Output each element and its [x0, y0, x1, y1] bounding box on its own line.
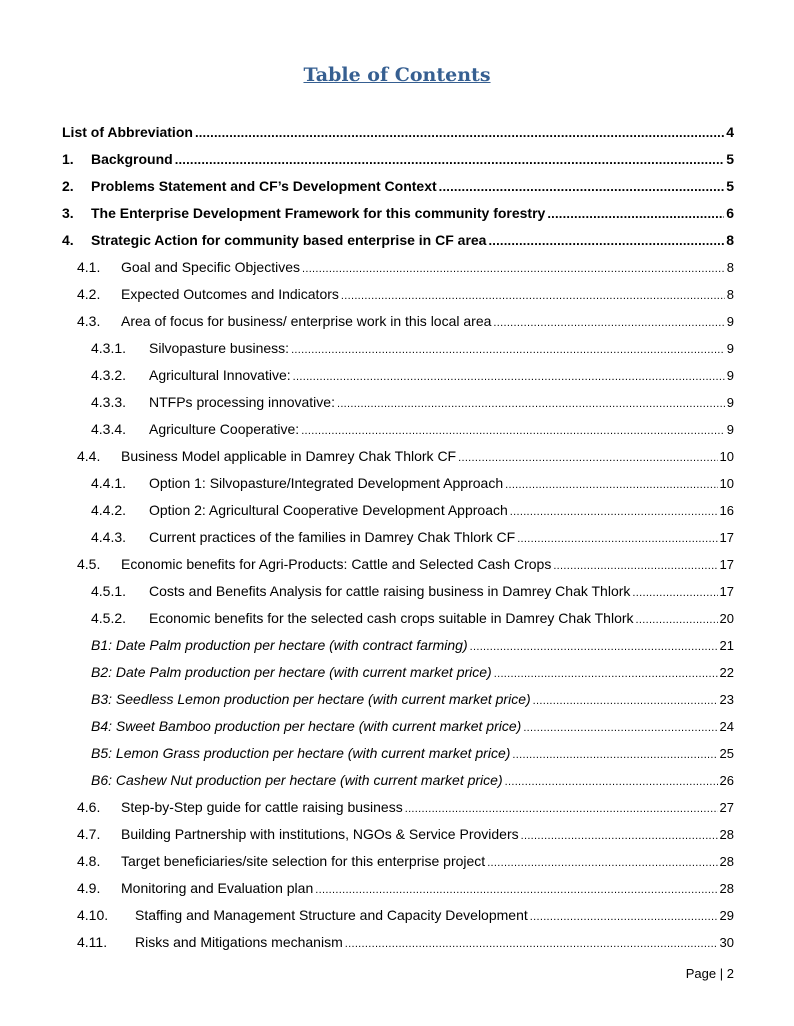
toc-dot-leader — [505, 769, 718, 796]
toc-entry-title: B2: Date Palm production per hectare (with current market price) — [91, 664, 492, 680]
toc-entry-page-number: 9 — [726, 314, 734, 329]
toc-entry[interactable] — [77, 443, 734, 470]
toc-entry-number: 4.4.2. — [91, 502, 127, 518]
toc-dot-leader — [533, 688, 718, 715]
toc-entry[interactable] — [91, 416, 734, 443]
toc-dot-leader — [547, 200, 724, 227]
toc-entry-number: 4.4.3. — [91, 529, 127, 545]
toc-entry-page-number: 9 — [726, 341, 734, 356]
toc-entry-title: Building Partnership with institutions, NGOs & Service Providers — [121, 826, 519, 842]
toc-entry-number: 4.11. — [77, 934, 108, 950]
footer-page-number: 2 — [726, 966, 734, 981]
toc-entry-title: The Enterprise Development Framework for this community forestry — [91, 205, 546, 221]
toc-dot-leader — [341, 283, 725, 310]
toc-entry-title: Current practices of the families in Damrey Chak Thlork CF — [149, 529, 516, 545]
toc-entry[interactable] — [62, 200, 734, 227]
toc-entry-page-number: 28 — [719, 827, 734, 842]
toc-entry-page-number: 24 — [719, 719, 734, 734]
toc-entry-number: 4.3.1. — [91, 340, 127, 356]
toc-entry-number: 4.4.1. — [91, 475, 127, 491]
toc-entry-title: Economic benefits for the selected cash crops suitable in Damrey Chak Thlork — [149, 610, 634, 626]
toc-dot-leader — [512, 742, 717, 769]
toc-entry-title: B4: Sweet Bamboo production per hectare (with current market price) — [91, 718, 522, 734]
toc-entry-title: Target beneficiaries/site selection for this enterprise project — [121, 853, 486, 869]
toc-entry-page-number: 4 — [726, 124, 734, 140]
toc-entry-page-number: 22 — [719, 665, 734, 680]
toc-entry[interactable] — [77, 929, 734, 956]
toc-entry-number: 4.8. — [77, 853, 101, 869]
footer-label: Page — [685, 966, 717, 981]
toc-entry[interactable] — [77, 254, 734, 281]
toc-dot-leader — [521, 823, 718, 850]
toc-dot-leader — [517, 526, 717, 553]
toc-dot-leader — [494, 661, 718, 688]
toc-entry-page-number: 28 — [719, 854, 734, 869]
toc-entry-page-number: 16 — [719, 503, 734, 518]
toc-entry-number: 4.3.2. — [91, 367, 127, 383]
toc-entry-page-number: 27 — [719, 800, 734, 815]
toc-dot-leader — [345, 931, 718, 958]
toc-entry-number: 4.3.4. — [91, 421, 127, 437]
toc-dot-leader — [291, 337, 725, 364]
toc-entry-number: 4.5. — [77, 556, 101, 572]
toc-entry-number: 4.3. — [77, 313, 101, 329]
toc-entry-page-number: 25 — [719, 746, 734, 761]
toc-entry[interactable] — [91, 335, 734, 362]
toc-entry-title: Agricultural Innovative: — [149, 367, 291, 383]
toc-entry-title: Staffing and Management Structure and Capacity Development — [135, 907, 528, 923]
toc-entry-page-number: 17 — [719, 584, 734, 599]
page-footer — [686, 966, 734, 981]
toc-entry-title: Agriculture Cooperative: — [149, 421, 300, 437]
toc-entry-number: 4.10. — [77, 907, 109, 923]
toc-dot-leader — [439, 173, 725, 200]
toc-entry-page-number: 10 — [719, 476, 734, 491]
toc-entry[interactable] — [62, 227, 734, 254]
toc-entry-number: 4.2. — [77, 286, 101, 302]
toc-entry[interactable] — [91, 686, 734, 713]
toc-dot-leader — [458, 445, 717, 472]
toc-dot-leader — [636, 607, 718, 634]
toc-entry-number: 1. — [62, 151, 74, 167]
toc-entry-title: Option 1: Silvopasture/Integrated Development Approach — [149, 475, 504, 491]
toc-dot-leader — [488, 227, 724, 254]
toc-entry-page-number: 8 — [726, 232, 734, 248]
toc-dot-leader — [510, 499, 718, 526]
toc-entry[interactable] — [77, 308, 734, 335]
toc-entry[interactable] — [91, 578, 734, 605]
toc-entry[interactable] — [91, 740, 734, 767]
toc-entry-page-number: 9 — [726, 368, 734, 383]
toc-entry[interactable] — [77, 281, 734, 308]
toc-dot-leader — [315, 877, 717, 904]
toc-entry-page-number: 20 — [719, 611, 734, 626]
toc-entry[interactable] — [91, 470, 734, 497]
toc-entry[interactable] — [91, 659, 734, 686]
toc-entry[interactable] — [77, 875, 734, 902]
toc-entry-page-number: 30 — [719, 935, 734, 950]
toc-title: Table of Contents — [303, 64, 491, 86]
toc-entry-title: B5: Lemon Grass production per hectare (with current market price) — [91, 745, 511, 761]
toc-entry[interactable] — [91, 497, 734, 524]
toc-entry[interactable] — [62, 173, 734, 200]
toc-entry-title: Strategic Action for community based enterprise in CF area — [91, 232, 487, 248]
toc-entry[interactable] — [62, 146, 734, 173]
toc-entry-number: 4.1. — [77, 259, 101, 275]
toc-entry-page-number: 23 — [719, 692, 734, 707]
toc-entry-page-number: 6 — [726, 205, 734, 221]
toc-dot-leader — [553, 553, 717, 580]
toc-entry[interactable] — [77, 794, 734, 821]
toc-entry-page-number: 26 — [719, 773, 734, 788]
toc-entry[interactable] — [91, 605, 734, 632]
toc-dot-leader — [632, 580, 717, 607]
toc-entry-title: Silvopasture business: — [149, 340, 290, 356]
toc-entry-title: Goal and Specific Objectives — [121, 259, 300, 275]
toc-dot-leader — [301, 418, 725, 445]
toc-entry-number: 4.7. — [77, 826, 101, 842]
toc-entry[interactable] — [91, 362, 734, 389]
toc-entry-title: Option 2: Agricultural Cooperative Development Approach — [149, 502, 508, 518]
toc-dot-leader — [293, 364, 725, 391]
toc-entry-number: 4. — [62, 232, 74, 248]
toc-entry-title: Step-by-Step guide for cattle raising business — [121, 799, 403, 815]
toc-entry-title: Risks and Mitigations mechanism — [135, 934, 343, 950]
toc-entry[interactable] — [77, 551, 734, 578]
toc-dot-leader — [175, 146, 725, 173]
toc-entry-page-number: 8 — [726, 287, 734, 302]
toc-dot-leader — [493, 310, 724, 337]
toc-entry-title: Area of focus for business/ enterprise work in this local area — [121, 313, 492, 329]
toc-entry-page-number: 21 — [719, 638, 734, 653]
toc-dot-leader — [195, 119, 724, 146]
toc-entry[interactable] — [77, 902, 734, 929]
toc-entry-number: 2. — [62, 178, 74, 194]
toc-entry[interactable] — [91, 767, 734, 794]
toc-entry[interactable] — [91, 389, 734, 416]
toc-entry[interactable] — [62, 119, 734, 146]
toc-entry-number: 4.4. — [77, 448, 101, 464]
toc-entry-page-number: 17 — [719, 530, 734, 545]
toc-entry[interactable] — [91, 632, 734, 659]
toc-dot-leader — [337, 391, 725, 418]
toc-entry-number: 4.6. — [77, 799, 101, 815]
toc-entry-title: B6: Cashew Nut production per hectare (with current market price) — [91, 772, 503, 788]
toc-dot-leader — [405, 796, 718, 823]
toc-dot-leader — [470, 634, 718, 661]
toc-entry[interactable] — [91, 524, 734, 551]
toc-dot-leader — [487, 850, 717, 877]
toc-entry-title: Economic benefits for Agri-Products: Cattle and Selected Cash Crops — [121, 556, 552, 572]
toc-dot-leader — [505, 472, 717, 499]
toc-entry-title: List of Abbreviation — [62, 124, 193, 140]
toc-entry-title: Business Model applicable in Damrey Chak Thlork CF — [121, 448, 457, 464]
toc-entry-page-number: 28 — [719, 881, 734, 896]
toc-entry-page-number: 17 — [719, 557, 734, 572]
toc-entry-number: 3. — [62, 205, 74, 221]
toc-entry-title: Expected Outcomes and Indicators — [121, 286, 339, 302]
toc-dot-leader — [302, 256, 725, 283]
toc-entry-title: B3: Seedless Lemon production per hectare (with current market price) — [91, 691, 531, 707]
toc-entry-page-number: 8 — [726, 260, 734, 275]
toc-entry-title: B1: Date Palm production per hectare (with contract farming) — [91, 637, 468, 653]
toc-entry-title: NTFPs processing innovative: — [149, 394, 335, 410]
toc-entry-number: 4.5.2. — [91, 610, 127, 626]
toc-dot-leader — [523, 715, 717, 742]
toc-entry[interactable] — [77, 821, 734, 848]
toc-entry-page-number: 9 — [726, 395, 734, 410]
toc-entry-page-number: 10 — [719, 449, 734, 464]
toc-entry[interactable] — [77, 848, 734, 875]
toc-entry-page-number: 5 — [726, 151, 734, 167]
toc-entry[interactable] — [91, 713, 734, 740]
toc-entry-title: Monitoring and Evaluation plan — [121, 880, 314, 896]
toc-entry-page-number: 29 — [719, 908, 734, 923]
toc-dot-leader — [530, 904, 718, 931]
toc-entry-title: Costs and Benefits Analysis for cattle raising business in Damrey Chak Thlork — [149, 583, 631, 599]
toc-entry-page-number: 9 — [726, 422, 734, 437]
toc-entry-number: 4.5.1. — [91, 583, 127, 599]
toc-entry-title: Problems Statement and CF’s Development Context — [91, 178, 437, 194]
toc-entry-number: 4.9. — [77, 880, 101, 896]
toc-entry-number: 4.3.3. — [91, 394, 127, 410]
toc-entry-title: Background — [91, 151, 173, 167]
footer-separator: | — [719, 966, 724, 981]
toc-entry-page-number: 5 — [726, 178, 734, 194]
